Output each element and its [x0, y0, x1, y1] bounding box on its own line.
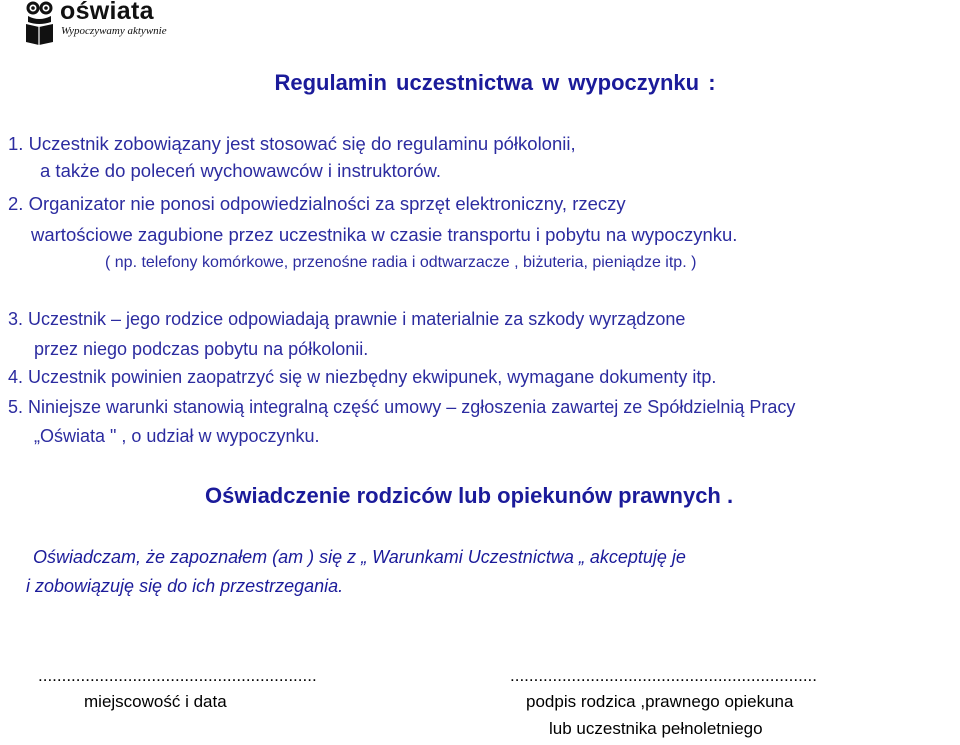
rule-5-line-2: „Oświata " , o udział w wypoczynku.: [34, 426, 320, 446]
declaration-line-2: i zobowiązuję się do ich przestrzegania.: [26, 576, 344, 596]
rule-3-line-2: przez niego podczas pobytu na półkolonii.: [34, 339, 369, 359]
rule-2-line-2: wartościowe zagubione przez uczestnika w czasie transportu i pobytu na wypoczynku.: [31, 224, 738, 245]
rule-1-line-1: 1. Uczestnik zobowiązany jest stosować się do regulaminu półkolonii,: [8, 133, 576, 154]
rule-5-line-1: 5. Niniejsze warunki stanowią integralną część umowy – zgłoszenia zawartej ze Spółdzielnią Pracy: [8, 397, 796, 417]
rule-3-line-1: 3. Uczestnik – jego rodzice odpowiadają prawnie i materialnie za szkody wyrządzone: [8, 309, 686, 329]
signature-parent-label-1: podpis rodzica ,prawnego opiekuna: [526, 692, 794, 711]
logo-tagline: Wypoczywamy aktywnie: [61, 25, 167, 37]
rule-2-line-1: 2. Organizator nie ponosi odpowiedzialności za sprzęt elektroniczny, rzeczy: [8, 193, 626, 214]
signature-parent-label-2: lub uczestnika pełnoletniego: [549, 719, 763, 738]
signature-place-date-line: ...........................................................: [38, 666, 317, 685]
page-title: Regulamin uczestnictwa w wypoczynku :: [274, 70, 716, 95]
declaration-line-1: Oświadczam, że zapoznałem (am ) się z „ Warunkami Uczestnictwa „ akceptuję je: [33, 547, 686, 567]
declaration-heading: Oświadczenie rodziców lub opiekunów prawnych .: [205, 483, 734, 508]
logo: [24, 0, 194, 46]
rule-4-line-1: 4. Uczestnik powinien zaopatrzyć się w niezbędny ekwipunek, wymagane dokumenty itp.: [8, 367, 717, 387]
logo-name: oświata: [60, 0, 154, 25]
signature-place-date-label: miejscowość i data: [84, 692, 227, 711]
signature-parent-line: .................................................................: [510, 666, 818, 685]
rule-2-line-3: ( np. telefony komórkowe, przenośne radia i odtwarzacze , biżuteria, pieniądze itp. ): [105, 254, 697, 271]
rule-1-line-2: a także do poleceń wychowawców i instruktorów.: [40, 160, 442, 181]
owl-book-icon: [24, 0, 60, 46]
